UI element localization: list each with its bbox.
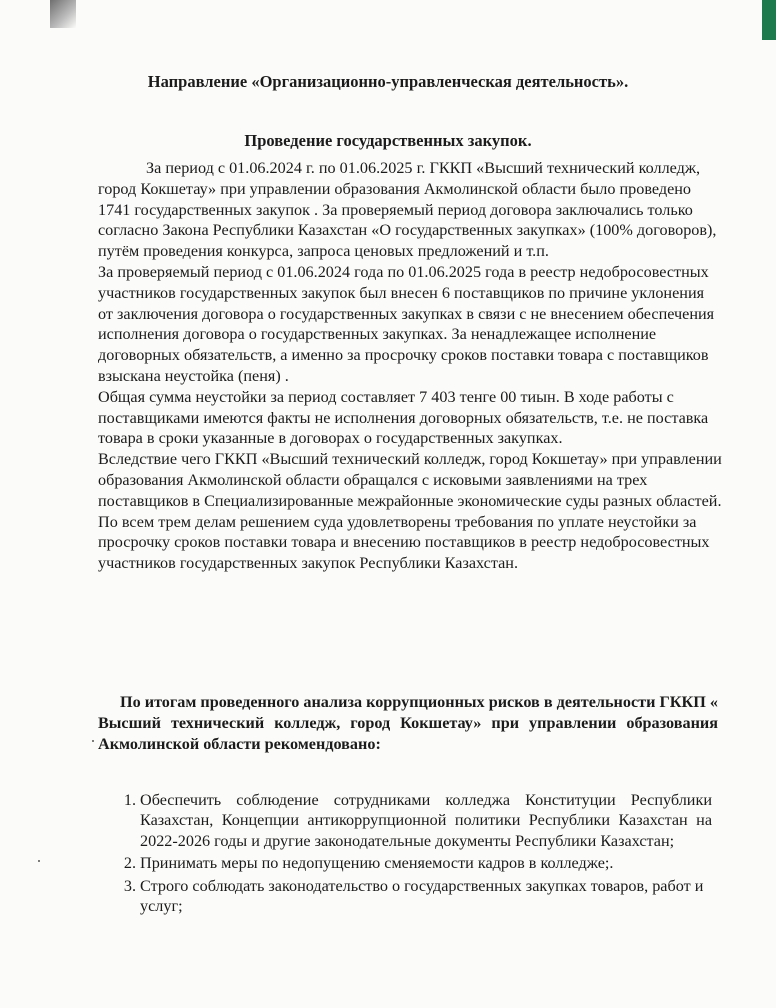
scan-speck: [38, 860, 40, 862]
list-item-number: 2.: [123, 854, 136, 873]
list-item-text: Обеспечить соблюдение сотрудниками колледжа Конституции Республики Казахстан, Концепции антикоррупционной политики Республики Казахстан на 2022-2026 годы и другие законодательные документы Республики Казахстан;: [140, 791, 712, 850]
green-edge-mark: [762, 0, 776, 40]
direction-heading: Направление «Организационно-управленческая деятельность».: [147, 72, 629, 91]
list-item-text: Строго соблюдать законодательство о государственных закупках товаров, работ и услуг;: [140, 876, 704, 916]
list-item-number: 3.: [123, 876, 136, 895]
list-item: [100, 790, 712, 851]
scan-speck: [92, 740, 94, 742]
recommendation-intro: [98, 692, 718, 754]
recommendation-intro-text: По итогам проведенного анализа коррупционных рисков в деятельности ГККП « Высший технический колледж, город Кокшетау» при управлении образования Акмолинской области рекомендовано:: [98, 693, 718, 753]
recommendation-list: [100, 790, 712, 918]
paragraph-period: За период с 01.06.2024 г. по 01.06.2025 г. ГККП «Высший технический колледж, город Кокшетау» при управлении образования Акмолинской области было проведено 1741 государственных закупок . За проверяемый период договора заключались только согласно Закона Республики Казахстан «О государственных закупках» (100% договоров), путём проведения конкурса, запроса ценовых предложений и т.п.: [98, 159, 717, 261]
paragraph-registry: За проверяемый период с 01.06.2024 года по 01.06.2025 года в реестр недобросовестных участников государственных закупок был внесен 6 поставщиков по причине уклонения от заключения договора о государственных закупках в связи с не внесением обеспечения исполнения договора о государственных закупках. За ненадлежащее исполнение договорных обязательств, а именно за просрочку сроков поставки товара с поставщиков взыскана неустойка (пеня) .: [98, 262, 715, 385]
list-item: [100, 876, 712, 917]
body-text: [98, 158, 722, 574]
list-item-text: Принимать меры по недопущению сменяемости кадров в колледже;.: [140, 854, 614, 873]
procurement-heading: Проведение государственных закупок.: [244, 131, 532, 150]
paragraph-court: Вследствие чего ГККП «Высший технический колледж, город Кокшетау» при управлении образования Акмолинской области обращался с исковыми заявлениями на трех поставщиков в Специализированные межрайонные экономические суды разных областей. По всем трем делам решением суда удовлетворены требования по уплате неустойки за просрочку сроков поставки товара и внесению поставщиков в реестр недобросовестных участников государственных закупок Республики Казахстан.: [98, 450, 722, 573]
folded-corner-shadow: [50, 0, 76, 28]
paragraph-penalty: Общая сумма неустойки за период составляет 7 403 тенге 00 тиын. В ходе работы с поставщиками имеются факты не исполнения договорных обязательств, т.е. не поставка товара в сроки указанные в договорах о государственных закупках.: [98, 387, 709, 448]
list-item-number: 1.: [123, 791, 136, 809]
list-item: [100, 853, 712, 873]
